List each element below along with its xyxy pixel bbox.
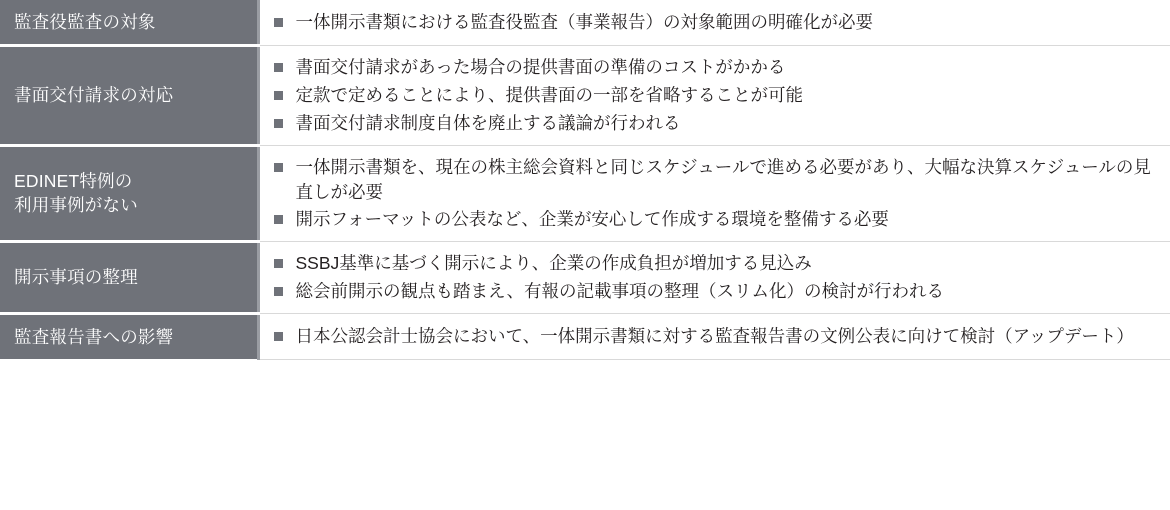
list-item-text: 一体開示書類を、現在の株主総会資料と同じスケジュールで進める必要があり、大幅な決算スケジュールの見直しが必要 (295, 156, 1151, 202)
square-bullet-icon (274, 259, 283, 268)
bullet-list (274, 10, 1161, 35)
list-item-text: 書面交付請求制度自体を廃止する議論が行われる (295, 112, 681, 133)
square-bullet-icon (274, 18, 283, 27)
row-content-cell (258, 145, 1170, 242)
list-item (274, 10, 1161, 35)
list-item (274, 83, 1161, 108)
row-label-line: 書面交付請求の対応 (14, 85, 174, 106)
row-label-cell (0, 0, 258, 46)
list-item (274, 55, 1161, 80)
row-content-cell (258, 313, 1170, 359)
row-content-cell (258, 0, 1170, 46)
row-label-cell (0, 46, 258, 146)
square-bullet-icon (274, 287, 283, 296)
row-label-line: EDINET特例の (14, 171, 133, 192)
list-item (274, 111, 1161, 136)
row-label-line: 監査役監査の対象 (14, 12, 156, 32)
table-row (0, 145, 1170, 242)
list-item-text: SSBJ基準に基づく開示により、企業の作成負担が増加する見込み (295, 253, 812, 274)
square-bullet-icon (274, 215, 283, 224)
row-content-cell (258, 46, 1170, 146)
row-content-cell (258, 242, 1170, 314)
list-item (274, 251, 1161, 276)
square-bullet-icon (274, 332, 283, 341)
square-bullet-icon (274, 163, 283, 172)
table-row (0, 0, 1170, 46)
table-row (0, 313, 1170, 359)
row-label-cell (0, 313, 258, 359)
square-bullet-icon (274, 91, 283, 100)
list-item (274, 155, 1161, 205)
row-label-cell (0, 242, 258, 314)
list-item-text: 定款で定めることにより、提供書面の一部を省略することが可能 (295, 84, 803, 105)
list-item-text: 総会前開示の観点も踏まえ、有報の記載事項の整理（スリム化）の検討が行われる (295, 281, 945, 302)
table-row (0, 46, 1170, 146)
list-item-text: 開示フォーマットの公表など、企業が安心して作成する環境を整備する必要 (295, 209, 889, 230)
row-label-line: 利用事例がない (14, 195, 138, 216)
list-item-text: 書面交付請求があった場合の提供書面の準備のコストがかかる (295, 57, 786, 78)
square-bullet-icon (274, 63, 283, 72)
bullet-list (274, 324, 1161, 349)
list-item (274, 324, 1161, 349)
table-row (0, 242, 1170, 314)
square-bullet-icon (274, 119, 283, 128)
list-item (274, 279, 1161, 304)
row-label-line: 監査報告書への影響 (14, 326, 174, 347)
row-label-cell (0, 145, 258, 242)
bullet-list (274, 55, 1161, 136)
list-item-text: 一体開示書類における監査役監査（事業報告）の対象範囲の明確化が必要 (295, 12, 873, 33)
list-item (274, 207, 1161, 232)
bullet-list (274, 155, 1161, 233)
list-item-text: 日本公認会計士協会において、一体開示書類に対する監査報告書の文例公表に向けて検討（アップデート） (295, 325, 1134, 346)
row-label-line: 開示事項の整理 (14, 267, 138, 288)
bullet-list (274, 251, 1161, 304)
